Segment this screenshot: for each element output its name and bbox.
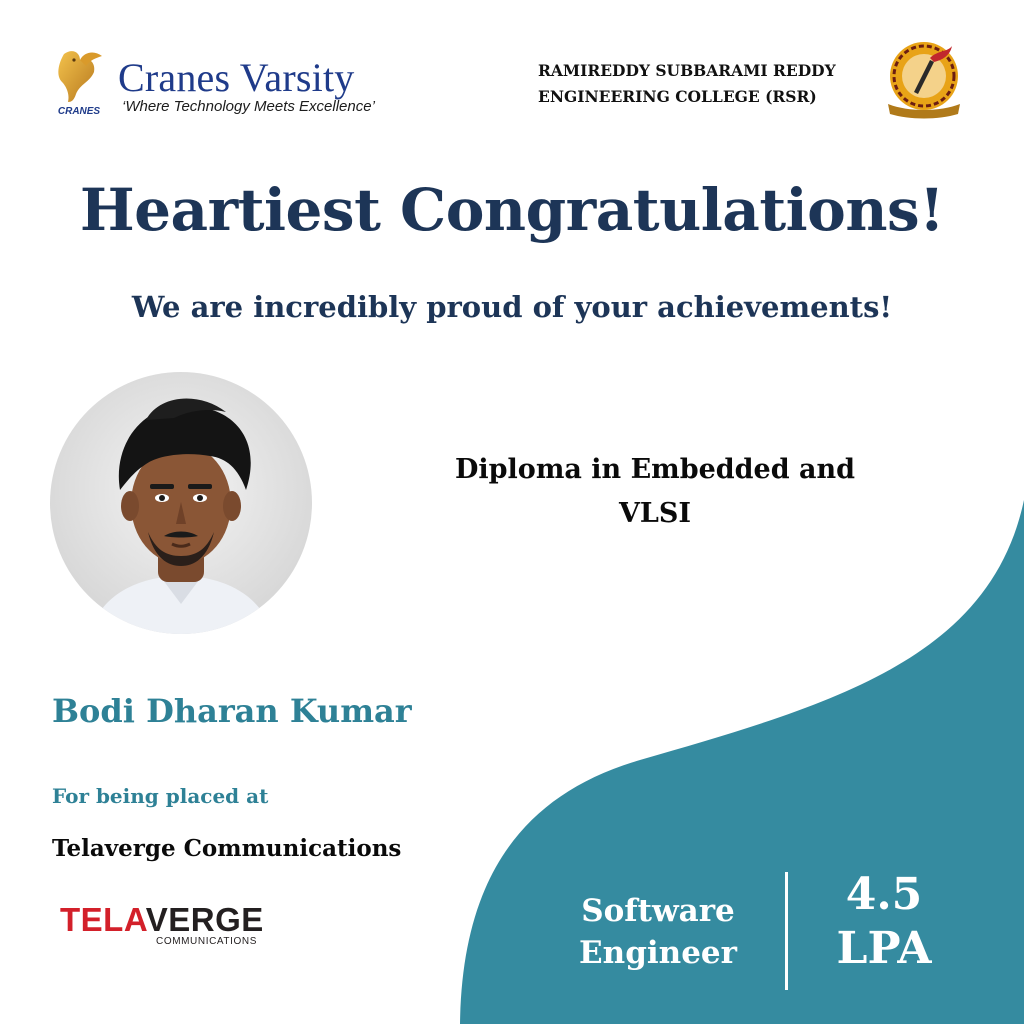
job-role — [560, 890, 756, 974]
crane-bird-logo-icon — [50, 46, 108, 118]
company-name: Telaverge Communications — [52, 835, 402, 862]
salary-package — [822, 868, 946, 976]
telaverge-logo — [60, 902, 270, 952]
college-name — [538, 58, 873, 110]
course-title-line-2: VLSI — [618, 498, 692, 529]
telaverge-wordmark — [60, 902, 264, 938]
course-title — [400, 448, 910, 536]
placement-label: For being placed at — [52, 784, 269, 808]
cranes-varsity-tagline: ‘Where Technology Meets Excellence’ — [122, 98, 375, 115]
salary-package-value: 4.5 — [845, 869, 923, 920]
college-name-line-2: ENGINEERING COLLEGE (RSR) — [538, 87, 817, 106]
subheadline: We are incredibly proud of your achievements! — [131, 290, 893, 324]
college-seal-emblem-icon — [878, 38, 970, 120]
cranes-varsity-title: Cranes Varsity — [118, 55, 355, 100]
college-name-line-1: RAMIREDDY SUBBARAMI REDDY — [538, 61, 836, 80]
offer-divider — [785, 872, 788, 990]
cranes-logo-caption: CRANES — [57, 106, 101, 117]
headline: Heartiest Congratulations! — [79, 176, 945, 244]
telaverge-wordmark-red: TELA — [60, 901, 146, 938]
course-title-line-1: Diploma in Embedded and — [455, 454, 855, 485]
job-role-line-2: Engineer — [579, 935, 737, 971]
job-role-line-1: Software — [581, 893, 735, 929]
salary-package-unit: LPA — [836, 923, 932, 974]
student-name: Bodi Dharan Kumar — [52, 692, 412, 730]
telaverge-wordmark-black: VERGE — [145, 901, 264, 938]
student-portrait-photo — [50, 372, 312, 634]
telaverge-subtitle: COMMUNICATIONS — [156, 936, 257, 947]
